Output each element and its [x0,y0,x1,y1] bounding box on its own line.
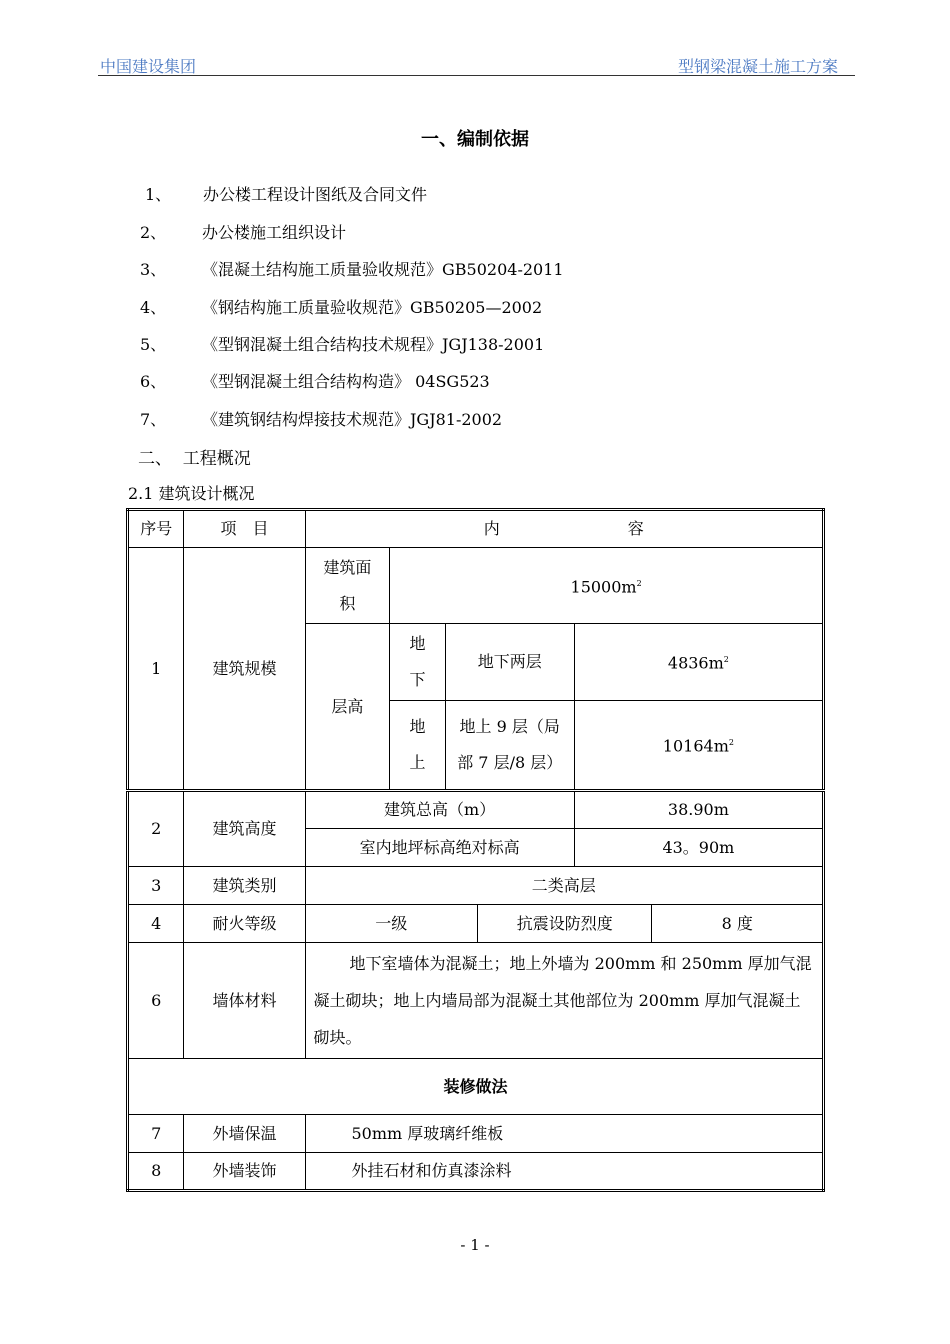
table-row [128,1059,824,1115]
list-item-text: 《混凝土结构施工质量验收规范》GB50204-2011 [202,260,564,279]
cell-no: 7 [128,1115,184,1153]
list-item-text: 办公楼工程设计图纸及合同文件 [203,185,428,204]
table-row [128,905,824,943]
cell-facade-value: 外挂石材和仿真漆涂料 [305,1153,824,1191]
cell-item: 建筑高度 [184,791,305,867]
list-item-text: 《型钢混凝土组合结构构造》 04SG523 [202,372,490,391]
cell-no: 3 [128,867,184,905]
cell-item: 建筑类别 [184,867,305,905]
decoration-heading: 装修做法 [128,1059,824,1115]
cell-fire-rating-value: 一级 [305,905,477,943]
cell-floor-label: 层高 [305,624,390,791]
subsection-heading: 2.1 建筑设计概况 [128,484,255,503]
list-item-number: 3、 [140,260,167,279]
cell-wall-material-value: 地下室墙体为混凝土；地上外墙为 200mm 和 250mm 厚加气混凝土砌块；地上内墙局部为混凝土其他部位为 200mm 厚加气混凝土砌块。 [305,943,824,1059]
cell-no: 1 [128,548,184,791]
header-cell-content: 内 容 [305,510,824,548]
list-item-number: 5、 [140,335,167,354]
table-row [128,791,824,829]
cell-item: 墙体材料 [184,943,305,1059]
list-item-number: 2、 [140,223,167,242]
table-row [128,943,824,1059]
cell-no: 4 [128,905,184,943]
table-header-row [128,510,824,548]
header-rule [98,75,855,76]
cell-above-label: 地上 [390,701,445,791]
cell-abs-height-label: 室内地坪标高绝对标高 [305,829,574,867]
list-item-text: 办公楼施工组织设计 [202,223,347,242]
cell-total-height-label: 建筑总高（m） [305,791,574,829]
header-company: 中国建设集团 [100,57,197,76]
list-item-number: 1、 [145,185,172,204]
header-doc-title: 型钢梁混凝土施工方案 [677,57,838,76]
list-item-number: 7、 [140,410,167,429]
cell-item: 外墙保温 [184,1115,305,1153]
cell-seismic-label: 抗震设防烈度 [477,905,651,943]
list-item-text: 《型钢混凝土组合结构技术规程》JGJ138-2001 [202,335,545,354]
cell-item: 耐火等级 [184,905,305,943]
section-heading-overview: 二、 工程概况 [138,449,251,469]
section-title: 一、编制依据 [421,129,529,150]
cell-under-label: 地下 [390,624,445,701]
cell-under-desc: 地下两层 [445,624,574,701]
cell-area-value: $15000m^2$ [390,548,824,624]
cell-item: 建筑规模 [184,548,305,791]
cell-above-desc: 地上 9 层（局部 7 层/8 层） [445,701,574,791]
cell-category-value: 二类高层 [305,867,824,905]
list-item-number: 6、 [140,372,167,391]
cell-seismic-value: 8 度 [652,905,824,943]
list-item-text: 《建筑钢结构焊接技术规范》JGJ81-2002 [202,410,503,429]
cell-under-value: $4836m^2$ [574,624,823,701]
cell-abs-height-value: 43。90m [574,829,823,867]
cell-above-value: $10164m^2$ [574,701,823,791]
cell-no: 8 [128,1153,184,1191]
header-cell-item: 项 目 [184,510,305,548]
table-row [128,867,824,905]
cell-item: 外墙装饰 [184,1153,305,1191]
list-item-number: 4、 [140,298,167,317]
cell-area-label: 建筑面积 [305,548,390,624]
cell-no: 2 [128,791,184,867]
cell-no: 6 [128,943,184,1059]
list-item-text: 《钢结构施工质量验收规范》GB50205—2002 [202,298,543,317]
cell-insulation-value: 50mm 厚玻璃纤维板 [305,1115,824,1153]
page-number: - 1 - [460,1236,490,1254]
building-design-table [126,508,825,1192]
table-row [128,1115,824,1153]
header-cell-no: 序号 [128,510,184,548]
table-row [128,548,824,624]
table-row [128,1153,824,1191]
cell-total-height-value: 38.90m [574,791,823,829]
